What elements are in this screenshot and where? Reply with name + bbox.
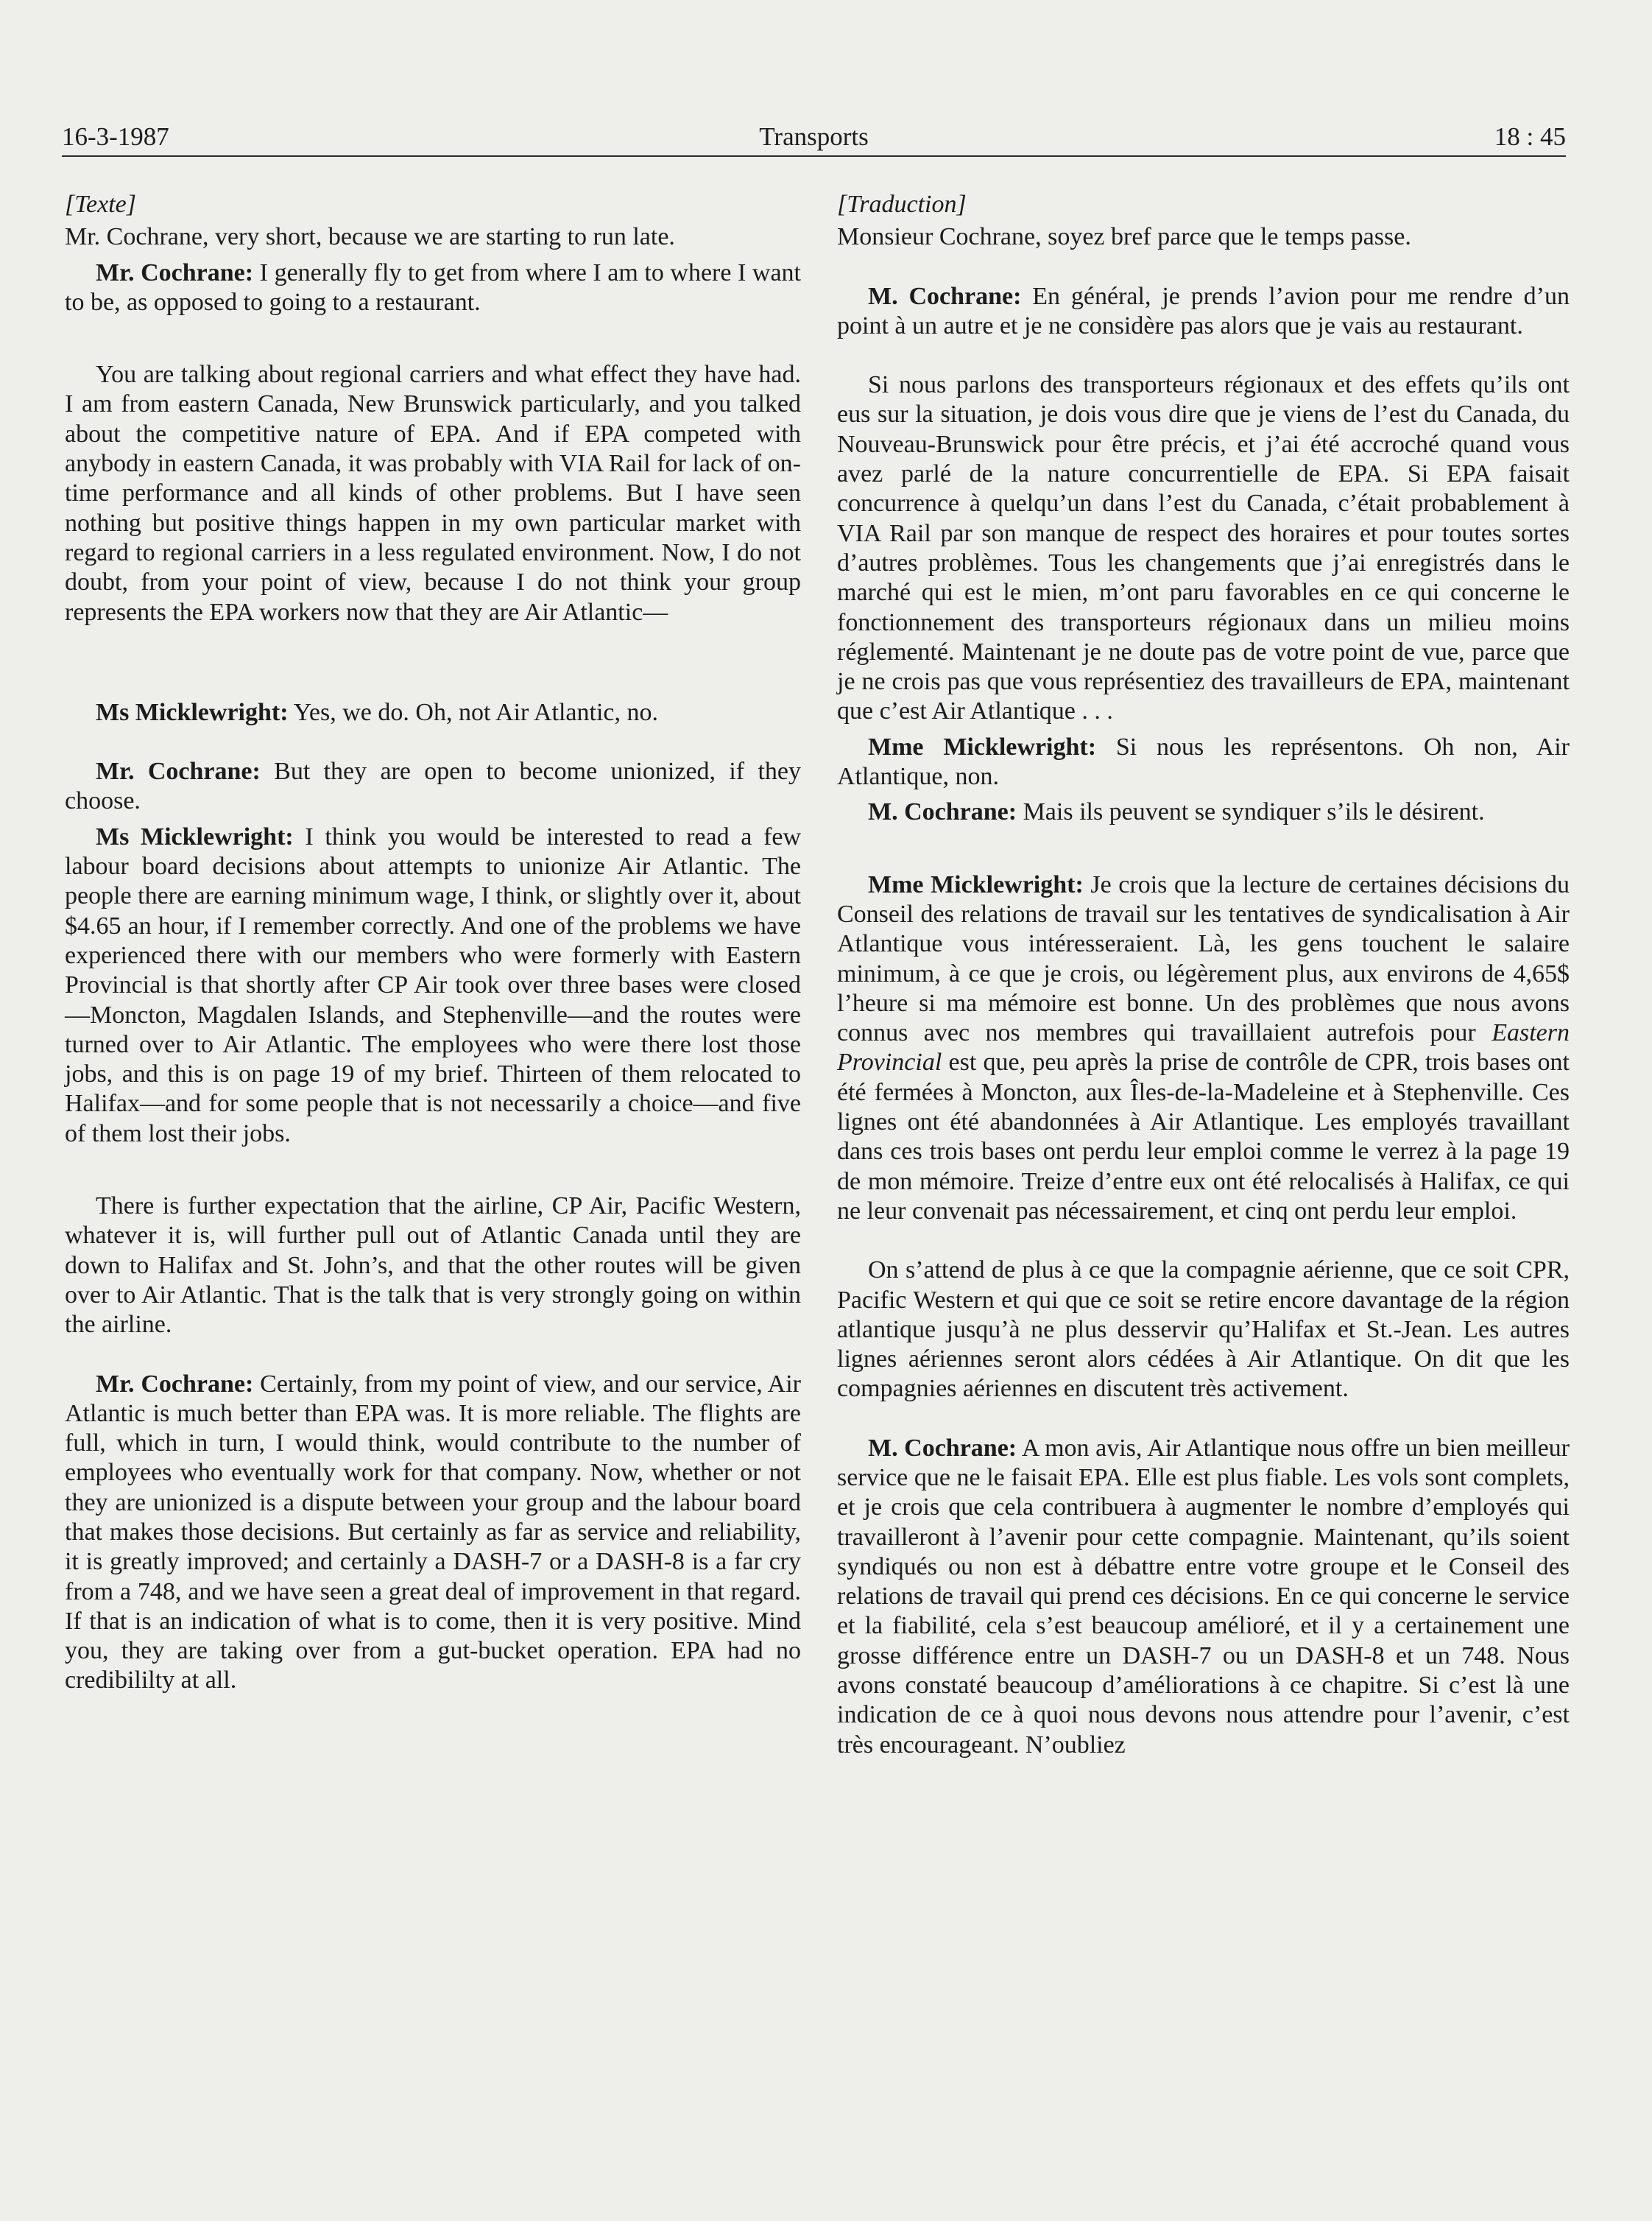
header-page-number: 18 : 45	[1494, 122, 1566, 151]
paragraph: Monsieur Cochrane, soyez bref parce que le temps passe.	[837, 223, 1411, 251]
speaker-name: Mr. Cochrane:	[96, 758, 261, 786]
paragraph: There is further expectation that the airline, CP Air, Pacific Western, whatever it is, will further pull out of Atlantic Canada until they are down to Halifax and St. John’s, and that the other routes will be given over to Air Atlantic. That is the talk that is very strongly going on within the airline.	[65, 1192, 801, 1339]
header-rule	[62, 155, 1566, 157]
paragraph: Mr. Cochrane: But they are open to become unionized, if they choose.	[65, 758, 801, 815]
speaker-name: M. Cochrane:	[868, 798, 1017, 826]
paragraph: Mme Micklewright: Je crois que la lecture de certaines décisions du Conseil des relations de travail sur les tentatives de syndicalisation à Air Atlantique vous intéresseraient. Là, les gens touchent le salaire minimum, à ce que je crois, ou légèrement plus, aux environs de 4,65$ l’heure si ma mémoire est bonne. Un des problèmes que nous avons connus avec nos membres qui travaillaient autrefois pour Eastern Provincial est que, peu après la prise de contrôle de CPR, trois bases ont été fermées à Moncton, aux Îles-de-la-Madeleine et à Stephenville. Ces lignes ont été abandonnées à Air Atlantique. Les employés travaillant dans ces trois bases ont perdu leur emploi comme le verrez à la page 19 de mon mémoire. Treize d’entre eux ont été relocalisés à Halifax, ce qui ne leur convenait pas nécessairement, et cinq ont perdu leur emploi.	[837, 870, 1570, 1225]
speaker-name: Ms Micklewright:	[96, 823, 294, 851]
paragraph: Si nous parlons des transporteurs régionaux et des effets qu’ils ont eus sur la situation, je dois vous dire que je viens de l’est du Canada, du Nouveau-Brunswick pour être précis, et j’ai été accroché quand vous avez parlé de la nature concurrentielle de EPA. Si EPA faisait concurrence à quelqu’un dans l’est du Canada, c’était probablement à VIA Rail par son manque de respect des horaires et pour toutes sortes d’autres problèmes. Tous les changements que j’ai enregistrés dans le marché qui est le mien, m’ont paru favorables en ce qui concerne le fonctionnement des transporteurs régionaux dans un milieu moins réglementé. Maintenant je ne doute pas de votre point de vue, parce que je ne crois pas que vous représentiez des travailleurs de EPA, maintenant que c’est Air Atlantique . . .	[837, 371, 1570, 725]
speaker-name: M. Cochrane:	[868, 282, 1022, 310]
paragraph: Mr. Cochrane, very short, because we are starting to run late.	[65, 223, 675, 251]
speaker-name: Mme Micklewright:	[868, 733, 1097, 761]
page-header	[62, 119, 1566, 155]
french-column	[837, 190, 1570, 1760]
header-section-title: Transports	[759, 122, 869, 151]
section-label: [Traduction]	[837, 191, 967, 218]
paragraph: You are talking about regional carriers and what effect they have had. I am from eastern Canada, New Brunswick particularly, and you talked about the competitive nature of EPA. And if EPA competed with anybody in eastern Canada, it was probably with VIA Rail for lack of on-time performance and all kinds of other problems. But I have seen nothing but positive things happen in my own particular market with regard to regional carriers in a less regulated environment. Now, I do not doubt, from your point of view, because I do not think your group represents the EPA workers now that they are Air Atlantic—	[65, 361, 801, 626]
header-date: 16-3-1987	[62, 122, 169, 151]
paragraph: Ms Micklewright: Yes, we do. Oh, not Air Atlantic, no.	[96, 698, 658, 726]
paragraph: Ms Micklewright: I think you would be interested to read a few labour board decisions about attempts to unionize Air Atlantic. The people there are earning minimum wage, I think, or slightly over it, about $4.65 an hour, if I remember correctly. And one of the problems we have experienced there with our members who were formerly with Eastern Provincial is that shortly after CP Air took over three bases were closed—Moncton, Magdalen Islands, and Stephenville—and the routes were turned over to Air Atlantic. The employees who were there lost those jobs, and this is on page 19 of my brief. Thirteen of them relocated to Halifax—and for some people that is not necessarily a choice—and five of them lost their jobs.	[65, 823, 802, 1147]
paragraph: Mr. Cochrane: Certainly, from my point of view, and our service, Air Atlantic is much better than EPA was. It is more reliable. The flights are full, which in turn, I would think, would contribute to the number of employees who eventually work for that company. Now, whether or not they are unionized is a dispute between your group and the labour board that makes those decisions. But certainly as far as service and reliability, it is greatly improved; and certainly a DASH-7 or a DASH-8 is a far cry from a 748, and we have seen a great deal of improvement in that regard. If that is an indication of what is to come, then it is very positive. Mind you, they are taking over from a gut-bucket operation. EPA had no credibililty at all.	[65, 1370, 801, 1694]
speaker-name: Mr. Cochrane:	[96, 1370, 254, 1398]
paragraph: Mme Micklewright: Si nous les représentons. Oh non, Air Atlantique, non.	[837, 733, 1570, 791]
speaker-name: Ms Micklewright:	[96, 698, 289, 726]
english-column	[65, 190, 801, 1696]
section-label: [Texte]	[65, 191, 136, 218]
paragraph: On s’attend de plus à ce que la compagnie aérienne, que ce soit CPR, Pacific Western et qui que ce soit se retire encore davantage de la région atlantique jusqu’à ne plus desservir qu’Halifax et St.-Jean. Les autres lignes aériennes seront alors cédées à Air Atlantique. On dit que les compagnies aériennes en discutent très activement.	[837, 1256, 1570, 1403]
paragraph: M. Cochrane: A mon avis, Air Atlantique nous offre un bien meilleur service que ne le faisait EPA. Elle est plus fiable. Les vols sont complets, et je crois que cela contribuera à augmenter le nombre d’employés qui travailleront à l’avenir pour cette compagnie. Maintenant, qu’ils soient syndiqués ou non est à débattre entre votre groupe et le Conseil des relations de travail qui prend ces décisions. En ce qui concerne le service et la fiabilité, cela s’est beaucoup amélioré, et il y a certainement une grosse différence entre un DASH-7 ou un DASH-8 et un 748. Nous avons constaté beaucoup d’améliorations à ce chapitre. Si c’est là une indication de ce à quoi nous devons nous attendre pour l’avenir, c’est très encourageant. N’oubliez	[837, 1434, 1570, 1759]
paragraph: M. Cochrane: Mais ils peuvent se syndiquer s’ils le désirent.	[868, 798, 1485, 826]
speaker-name: Mr. Cochrane:	[96, 258, 254, 286]
speaker-name: Mme Micklewright:	[868, 870, 1084, 898]
paragraph: Mr. Cochrane: I generally fly to get from where I am to where I want to be, as opposed to going to a restaurant.	[65, 258, 801, 316]
italic-name: Eastern Provincial	[837, 1019, 1570, 1077]
speaker-name: M. Cochrane:	[868, 1434, 1017, 1462]
paragraph: M. Cochrane: En général, je prends l’avion pour me rendre d’un point à un autre et je ne considère pas alors que je vais au restaurant.	[837, 282, 1570, 339]
